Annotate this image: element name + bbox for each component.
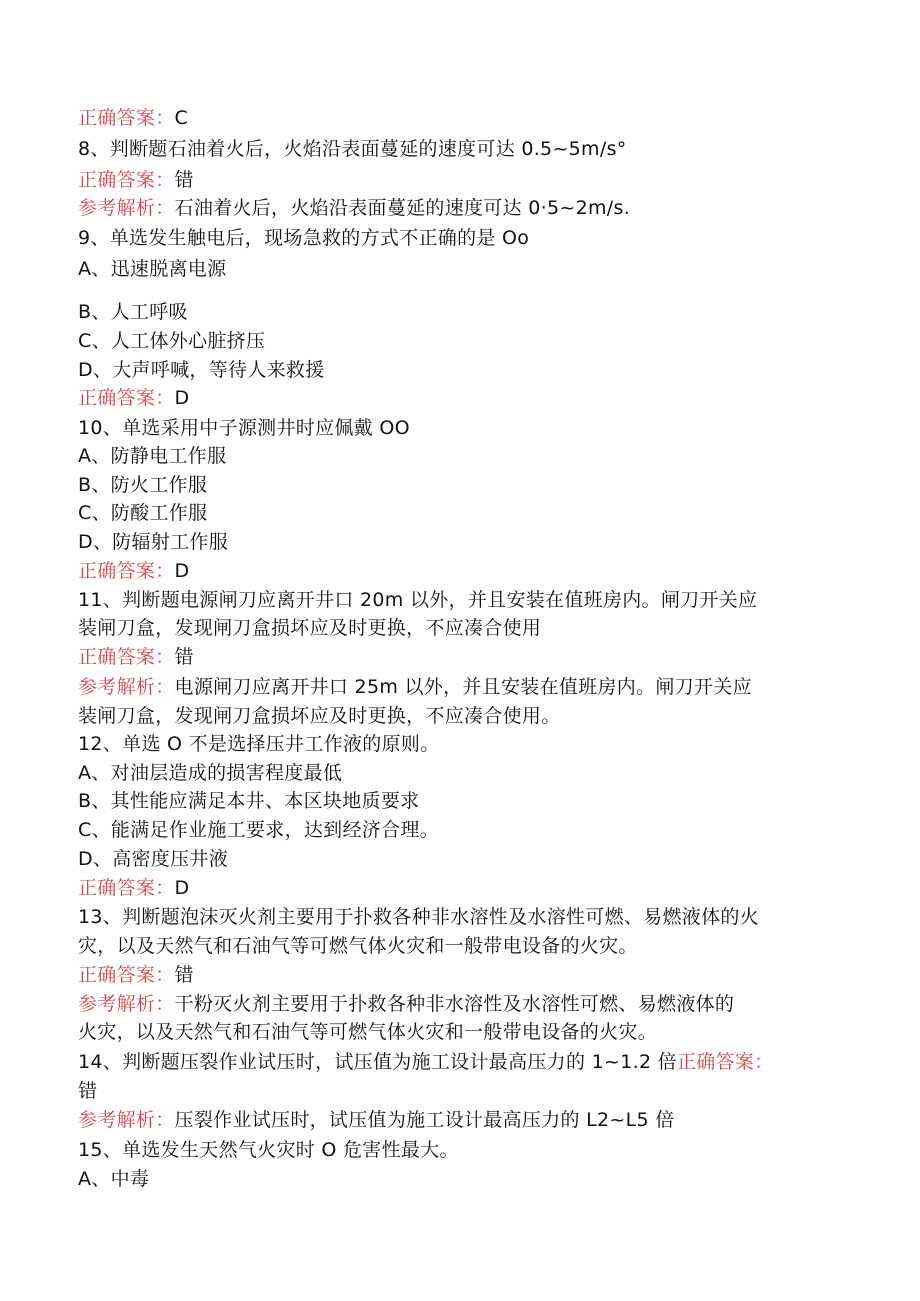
line-text: D <box>174 877 190 899</box>
text-line <box>78 1079 97 1103</box>
text-line <box>78 358 325 382</box>
text-line <box>78 137 627 161</box>
answer-label: 正确答案： <box>78 560 175 582</box>
line-text: 14、判断题压裂作业试压时，试压值为施工设计最高压力的 1~1.2 倍 <box>78 1051 677 1073</box>
line-text: C <box>174 107 189 129</box>
line-text: B、其性能应满足本井、本区块地质要求 <box>78 790 420 812</box>
text-line <box>78 329 265 353</box>
line-text: A、对油层造成的损害程度最低 <box>78 762 343 784</box>
text-line <box>78 675 752 699</box>
line-text: 灾，以及天然气和石油气等可燃气体火灾和一般带电设备的火灾。 <box>78 935 638 957</box>
text-line <box>78 257 226 281</box>
text-line <box>78 616 541 640</box>
line-text: A、中毒 <box>78 1168 150 1190</box>
text-line <box>78 1138 459 1162</box>
line-text: 干粉灭火剂主要用于扑救各种非水溶性及水溶性可燃、易燃液体的 <box>174 993 735 1015</box>
text-line <box>78 876 189 900</box>
line-text: 电源闸刀应离开井口 25m 以外，并且安装在值班房内。闸刀开关应 <box>174 676 752 698</box>
answer-label: 正确答案： <box>78 964 175 986</box>
line-text: B、人工呼吸 <box>78 301 188 323</box>
text-line <box>78 588 757 612</box>
text-line <box>78 416 410 440</box>
text-line <box>78 168 194 192</box>
line-text: 15、单选发生天然气火灾时 O 危害性最大。 <box>78 1139 459 1161</box>
text-line <box>78 196 630 220</box>
text-line <box>78 789 419 813</box>
text-line <box>78 704 561 728</box>
line-text: D、高密度压井液 <box>78 848 229 870</box>
answer-label: 参考解析： <box>78 1109 175 1131</box>
text-line <box>78 847 228 871</box>
text-line <box>78 444 226 468</box>
text-line <box>78 386 189 410</box>
line-text: 错 <box>174 646 194 668</box>
text-line <box>78 761 342 785</box>
text-line <box>78 905 759 929</box>
line-text: 8、判断题石油着火后，火焰沿表面蔓延的速度可达 0.5~5m/s° <box>78 138 627 160</box>
text-line <box>78 992 734 1016</box>
line-text: 装闸刀盒，发现闸刀盒损坏应及时更换，不应凑合使用。 <box>78 705 561 727</box>
text-line <box>78 1020 657 1044</box>
text-line <box>78 106 188 130</box>
line-text: 13、判断题泡沫灭火剂主要用于扑救各种非水溶性及水溶性可燃、易燃液体的火 <box>78 906 759 928</box>
answer-label: 正确答案： <box>78 877 175 899</box>
answer-label: 正确答案： <box>78 169 175 191</box>
line-text: 压裂作业试压时，试压值为施工设计最高压力的 L2~L5 倍 <box>174 1109 675 1131</box>
text-line <box>78 934 638 958</box>
line-text: 10、单选采用中子源测井时应佩戴 OO <box>78 417 410 439</box>
line-text: C、防酸工作服 <box>78 502 208 524</box>
line-text: C、能满足作业施工要求，达到经济合理。 <box>78 819 439 841</box>
line-text: 石油着火后，火焰沿表面蔓延的速度可达 0·5~2m/s. <box>174 197 631 219</box>
line-text: C、人工体外心脏挤压 <box>78 330 266 352</box>
text-line <box>78 963 194 987</box>
text-line <box>78 645 194 669</box>
text-line <box>78 1108 675 1132</box>
answer-label: 参考解析： <box>78 197 175 219</box>
line-text: 错 <box>174 964 194 986</box>
answer-label: 正确答案： <box>78 387 175 409</box>
line-text: B、防火工作服 <box>78 474 208 496</box>
line-text: D <box>174 560 190 582</box>
line-text: A、防静电工作服 <box>78 445 227 467</box>
line-text: A、迅速脱离电源 <box>78 258 227 280</box>
line-text: 9、单选发生触电后，现场急救的方式不正确的是 Oo <box>78 227 530 249</box>
text-line <box>78 226 529 250</box>
line-text: 12、单选 O 不是选择压井工作液的原则。 <box>78 733 440 755</box>
line-text: D <box>174 387 190 409</box>
line-text: D、防辐射工作服 <box>78 531 229 553</box>
line-text: 11、判断题电源闸刀应离开井口 20m 以外，并且安装在值班房内。闸刀开关应 <box>78 589 758 611</box>
text-line <box>78 300 188 324</box>
answer-label: 正确答案： <box>676 1051 774 1073</box>
answer-label: 参考解析： <box>78 993 175 1015</box>
line-text: 装闸刀盒，发现闸刀盒损坏应及时更换，不应凑合使用 <box>78 617 542 639</box>
text-line <box>78 473 207 497</box>
text-line <box>78 501 207 525</box>
line-text: 错 <box>174 169 194 191</box>
text-line <box>78 818 439 842</box>
text-line <box>78 559 189 583</box>
text-line <box>78 1167 149 1191</box>
text-line <box>78 732 440 756</box>
answer-label: 正确答案： <box>78 107 175 129</box>
line-text: 火灾，以及天然气和石油气等可燃气体火灾和一般带电设备的火灾。 <box>78 1021 658 1043</box>
text-line <box>78 530 228 554</box>
answer-label: 正确答案： <box>78 646 175 668</box>
answer-label: 参考解析： <box>78 676 175 698</box>
line-text: 错 <box>78 1080 98 1102</box>
text-line <box>78 1050 774 1074</box>
line-text: D、大声呼喊，等待人来救援 <box>78 359 325 381</box>
